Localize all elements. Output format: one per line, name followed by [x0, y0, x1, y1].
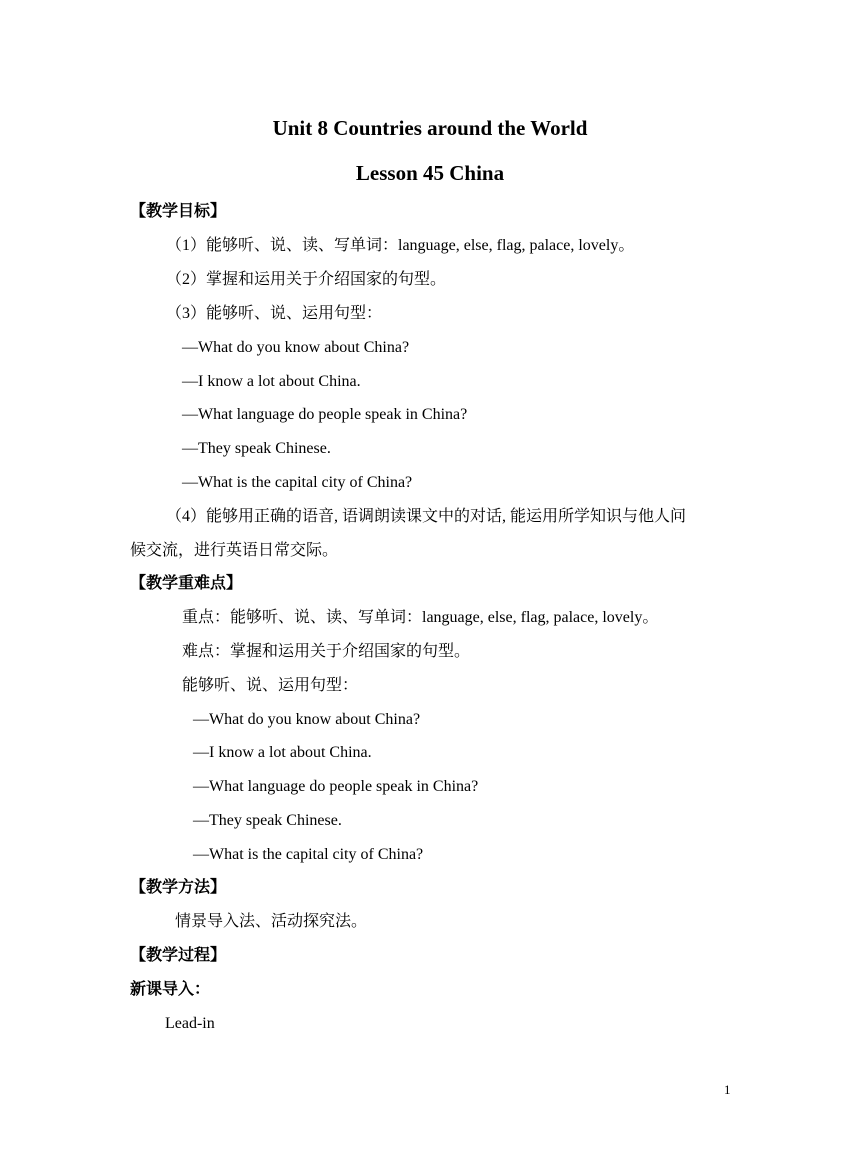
section-heading-key-points: 【教学重难点】	[130, 575, 243, 592]
section-heading-methods: 【教学方法】	[130, 879, 227, 896]
dialogue-line: —What do you know about China?	[193, 711, 421, 728]
dialogue-line: —What language do people speak in China?	[182, 406, 468, 423]
dialogue-line: —They speak Chinese.	[182, 440, 331, 457]
objective-item-2: （2）掌握和运用关于介绍国家的句型。	[166, 271, 447, 288]
page-number: 1	[724, 1082, 731, 1097]
document-title: Unit 8 Countries around the World	[272, 116, 588, 140]
dialogue-line: —What is the capital city of China?	[193, 846, 424, 863]
lead-in-text: Lead-in	[165, 1015, 215, 1032]
key-point: 重点：能够听、说、读、写单词：language, else, flag, palace, lovely。	[182, 609, 659, 626]
dialogue-line: —What do you know about China?	[182, 339, 410, 356]
objective-item-4-line-2: 候交流，进行英语日常交际。	[130, 542, 339, 559]
dialogue-line: —What language do people speak in China?	[193, 778, 479, 795]
section-heading-objectives: 【教学目标】	[130, 203, 227, 220]
objective-item-3: （3）能够听、说、运用句型：	[166, 305, 383, 322]
section-heading-process: 【教学过程】	[130, 947, 227, 964]
patterns-intro: 能够听、说、运用句型：	[182, 677, 359, 694]
lesson-subtitle: Lesson 45 China	[355, 161, 505, 185]
dialogue-line: —What is the capital city of China?	[182, 474, 413, 491]
new-lesson-intro-heading: 新课导入：	[130, 981, 211, 998]
objective-item-1: （1）能够听、说、读、写单词：language, else, flag, palace, lovely。	[166, 237, 635, 254]
dialogue-line: —I know a lot about China.	[182, 373, 361, 390]
objective-item-4-line-1: （4）能够用正确的语音, 语调朗读课文中的对话, 能运用所学知识与他人问	[166, 508, 687, 525]
difficult-point: 难点：掌握和运用关于介绍国家的句型。	[182, 643, 471, 660]
dialogue-line: —I know a lot about China.	[193, 744, 372, 761]
dialogue-line: —They speak Chinese.	[193, 812, 342, 829]
methods-text: 情景导入法、活动探究法。	[175, 913, 368, 930]
